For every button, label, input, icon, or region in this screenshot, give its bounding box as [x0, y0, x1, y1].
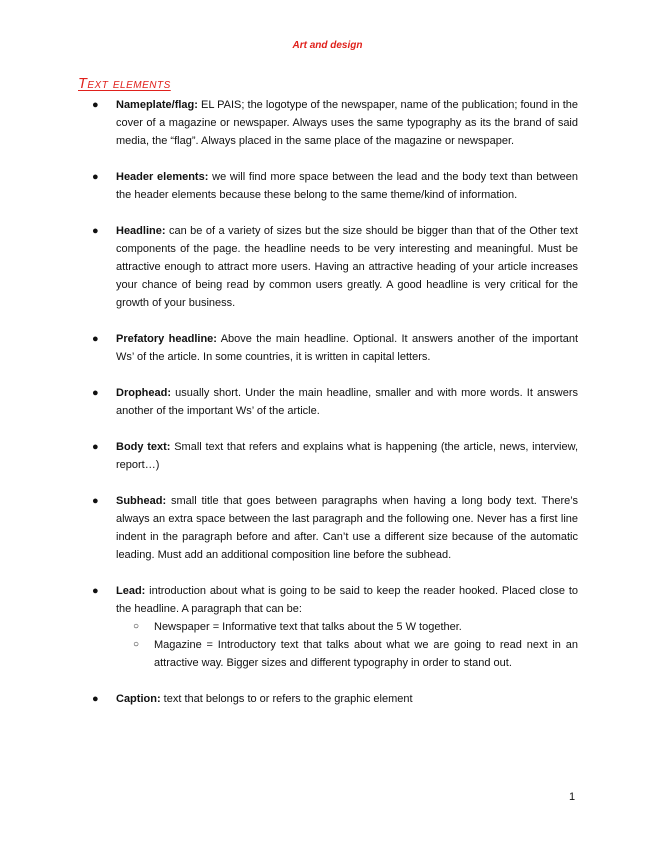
list-item — [78, 492, 578, 564]
definitions-list — [78, 96, 578, 726]
sub-list-item — [116, 618, 578, 636]
item-text: EL PAIS; the logotype of the newspaper, name of the publication; found in the cover of a magazine or newspaper. Always uses the same typography as its the brand of said media, the “flag”. Always placed in the same place of the magazine or newspaper. — [116, 99, 578, 147]
item-term: Caption: — [116, 693, 161, 705]
item-text: small title that goes between paragraphs when having a long body text. There’s always an extra space between the last paragraph and the following one. Never has a first line indent in the paragraph before and after. Can’t use a different size because of the automatic leading. Must add an additional composition line before the subhead. — [116, 495, 578, 561]
bullet-icon: ● — [92, 585, 99, 597]
item-text: can be of a variety of sizes but the size should be bigger than that of the Other text components of the page. the headline needs to be very interesting and meaningful. Must be attractive enough to attract more users. Having an attractive heading of your article increases your chance of being read by common users greatly. A good headline is very critical for the growth of your business. — [116, 225, 578, 309]
page-header: Art and design — [292, 40, 363, 51]
bullet-icon: ● — [92, 387, 99, 399]
list-item — [78, 222, 578, 312]
item-text: introduction about what is going to be said to keep the reader hooked. Placed close to the headline. A paragraph that can be: — [116, 585, 578, 615]
sub-item-text: Newspaper = Informative text that talks about the 5 W together. — [154, 621, 462, 633]
bullet-icon: ● — [92, 495, 99, 507]
section-title: Text elements — [78, 76, 171, 92]
list-item — [78, 438, 578, 474]
sub-item-text: Magazine = Introductory text that talks about what we are going to read next in an attractive way. Bigger sizes and different typography in order to stand out. — [154, 639, 578, 669]
item-text: text that belongs to or refers to the graphic element — [160, 693, 413, 705]
lead-sublist — [116, 618, 578, 672]
bullet-icon: ● — [92, 441, 99, 453]
list-item — [78, 330, 578, 366]
item-term: Drophead: — [116, 387, 171, 399]
list-item — [78, 690, 578, 708]
item-term: Lead: — [116, 585, 146, 597]
item-term: Headline: — [116, 225, 166, 237]
page-number: 1 — [569, 791, 576, 803]
item-term: Nameplate/flag: — [116, 99, 198, 111]
item-text: Above the main headline. Optional. It answers another of the important Ws’ of the article. In some countries, it is written in capital letters. — [116, 333, 578, 363]
item-text: usually short. Under the main headline, smaller and with more words. It answers another of the important Ws’ of the article. — [116, 387, 578, 417]
bullet-icon: ● — [92, 333, 99, 345]
item-term: Prefatory headline: — [116, 333, 217, 345]
bullet-icon: ● — [92, 99, 99, 111]
item-term: Body text: — [116, 441, 171, 453]
sub-list-item — [116, 636, 578, 672]
list-item — [78, 96, 578, 150]
circle-bullet-icon: ○ — [133, 621, 140, 632]
circle-bullet-icon: ○ — [133, 639, 140, 650]
list-item — [78, 582, 578, 672]
bullet-icon: ● — [92, 693, 99, 705]
list-item — [78, 168, 578, 204]
bullet-icon: ● — [92, 171, 99, 183]
item-text: Small text that refers and explains what is happening (the article, news, interview, report…) — [116, 441, 578, 471]
item-text: we will find more space between the lead and the body text than between the header elements because these belong to the same theme/kind of information. — [116, 171, 578, 201]
item-term: Header elements: — [116, 171, 209, 183]
bullet-icon: ● — [92, 225, 99, 237]
item-term: Subhead: — [116, 495, 167, 507]
list-item — [78, 384, 578, 420]
